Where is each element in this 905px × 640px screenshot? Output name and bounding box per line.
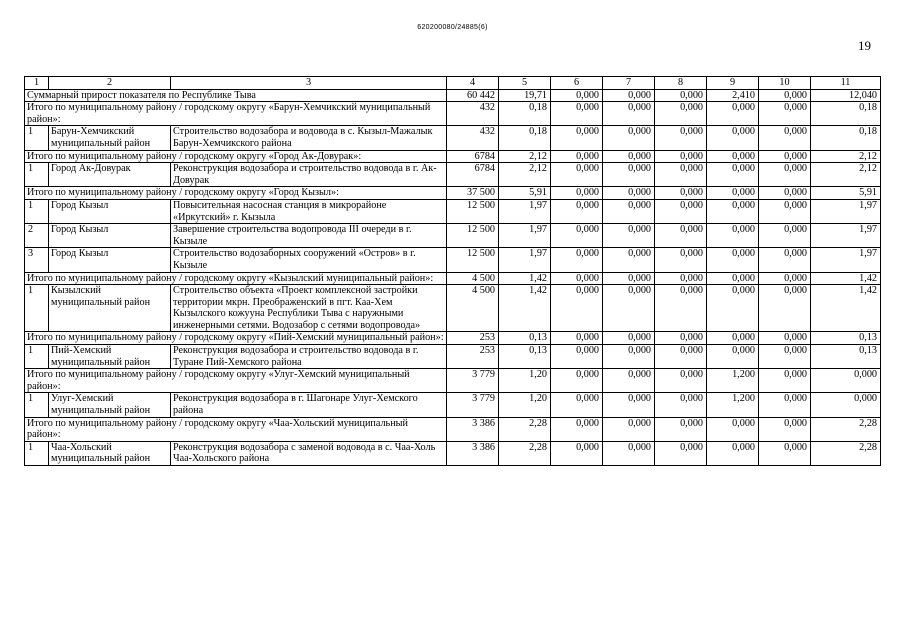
value-cell: 0,000 (603, 187, 655, 200)
value-cell: 253 (447, 345, 499, 369)
data-table (24, 76, 881, 466)
value-cell: 432 (447, 126, 499, 150)
item-number: 1 (25, 285, 49, 332)
column-header: 10 (759, 77, 811, 90)
value-cell: 1,42 (811, 272, 881, 285)
value-cell: 1,42 (499, 285, 551, 332)
value-cell: 0,000 (655, 187, 707, 200)
value-cell: 0,000 (707, 345, 759, 369)
column-header: 2 (49, 77, 171, 90)
value-cell: 2,12 (499, 150, 551, 163)
value-cell: 37 500 (447, 187, 499, 200)
value-cell: 6784 (447, 150, 499, 163)
value-cell: 0,000 (655, 441, 707, 465)
value-cell: 0,000 (759, 369, 811, 393)
value-cell: 0,000 (655, 163, 707, 187)
value-cell: 0,000 (707, 187, 759, 200)
value-cell: 0,000 (707, 332, 759, 345)
value-cell: 0,000 (759, 224, 811, 248)
value-cell: 0,000 (655, 89, 707, 102)
item-row (25, 441, 881, 465)
value-cell: 2,12 (811, 163, 881, 187)
value-cell: 5,91 (811, 187, 881, 200)
value-cell: 2,28 (811, 417, 881, 441)
subtotal-row (25, 369, 881, 393)
value-cell: 0,000 (655, 393, 707, 417)
district-name: Город Ак-Довурак (49, 163, 171, 187)
value-cell: 0,000 (603, 163, 655, 187)
value-cell: 60 442 (447, 89, 499, 102)
district-name: Город Кызыл (49, 199, 171, 223)
item-number: 2 (25, 224, 49, 248)
value-cell: 0,13 (499, 345, 551, 369)
value-cell: 0,000 (655, 150, 707, 163)
value-cell: 6784 (447, 163, 499, 187)
subtotal-label: Итого по муниципальному району / городскому округу «Город Ак-Довурак»: (25, 150, 447, 163)
value-cell: 0,000 (551, 187, 603, 200)
value-cell: 0,000 (655, 417, 707, 441)
district-name: Барун-Хемчикский муниципальный район (49, 126, 171, 150)
value-cell: 12 500 (447, 248, 499, 272)
value-cell: 0,000 (759, 163, 811, 187)
table-body (25, 77, 881, 466)
page-number: 19 (858, 38, 871, 53)
value-cell: 0,000 (551, 126, 603, 150)
value-cell: 0,000 (655, 332, 707, 345)
value-cell: 0,000 (707, 102, 759, 126)
item-number: 1 (25, 199, 49, 223)
value-cell: 0,000 (655, 285, 707, 332)
district-name: Кызылский муниципальный район (49, 285, 171, 332)
value-cell: 0,000 (551, 224, 603, 248)
column-header: 6 (551, 77, 603, 90)
value-cell: 0,000 (759, 248, 811, 272)
item-number: 1 (25, 126, 49, 150)
value-cell: 0,000 (759, 126, 811, 150)
value-cell: 1,20 (499, 369, 551, 393)
value-cell: 1,200 (707, 369, 759, 393)
column-header: 11 (811, 77, 881, 90)
value-cell: 253 (447, 332, 499, 345)
subtotal-row (25, 102, 881, 126)
value-cell: 0,000 (759, 199, 811, 223)
item-row (25, 163, 881, 187)
column-header: 8 (655, 77, 707, 90)
project-description: Реконструкция водозабора и строительство водовода в г. Ак-Довурак (171, 163, 447, 187)
subtotal-row (25, 150, 881, 163)
value-cell: 0,000 (655, 224, 707, 248)
value-cell: 2,410 (707, 89, 759, 102)
value-cell: 0,000 (603, 248, 655, 272)
value-cell: 0,000 (603, 369, 655, 393)
value-cell: 0,18 (811, 126, 881, 150)
value-cell: 0,000 (551, 272, 603, 285)
value-cell: 2,28 (499, 441, 551, 465)
summary-row (25, 89, 881, 102)
value-cell: 0,000 (811, 393, 881, 417)
value-cell: 0,000 (551, 332, 603, 345)
value-cell: 1,97 (499, 224, 551, 248)
item-row (25, 393, 881, 417)
summary-label: Суммарный прирост показателя по Республике Тыва (25, 89, 447, 102)
document-code: 620200080/24885(6) (417, 24, 488, 31)
value-cell: 0,000 (759, 417, 811, 441)
value-cell: 4 500 (447, 285, 499, 332)
value-cell: 1,20 (499, 393, 551, 417)
value-cell: 0,000 (759, 345, 811, 369)
value-cell: 0,000 (603, 441, 655, 465)
column-header: 9 (707, 77, 759, 90)
value-cell: 0,000 (655, 345, 707, 369)
value-cell: 0,18 (499, 126, 551, 150)
value-cell: 1,42 (499, 272, 551, 285)
column-header: 7 (603, 77, 655, 90)
item-row (25, 126, 881, 150)
project-description: Повысительная насосная станция в микрорайоне «Иркутский» г. Кызыла (171, 199, 447, 223)
value-cell: 0,000 (759, 102, 811, 126)
project-description: Завершение строительства водопровода III очереди в г. Кызыле (171, 224, 447, 248)
subtotal-label: Итого по муниципальному району / городскому округу «Город Кызыл»: (25, 187, 447, 200)
value-cell: 0,000 (655, 369, 707, 393)
value-cell: 0,000 (707, 272, 759, 285)
subtotal-row (25, 332, 881, 345)
project-description: Реконструкция водозабора в г. Шагонаре Улуг-Хемского района (171, 393, 447, 417)
subtotal-label: Итого по муниципальному району / городскому округу «Чаа-Хольский муниципальный район»: (25, 417, 447, 441)
value-cell: 12,040 (811, 89, 881, 102)
item-row (25, 248, 881, 272)
item-number: 1 (25, 441, 49, 465)
value-cell: 5,91 (499, 187, 551, 200)
value-cell: 1,97 (811, 199, 881, 223)
value-cell: 0,13 (811, 332, 881, 345)
project-description: Строительство водозаборных сооружений «Остров» в г. Кызыле (171, 248, 447, 272)
district-name: Чаа-Хольский муниципальный район (49, 441, 171, 465)
value-cell: 0,000 (603, 417, 655, 441)
value-cell: 0,000 (707, 199, 759, 223)
value-cell: 0,13 (499, 332, 551, 345)
value-cell: 0,000 (707, 224, 759, 248)
district-name: Улуг-Хемский муниципальный район (49, 393, 171, 417)
value-cell: 0,000 (759, 150, 811, 163)
project-description: Реконструкция водозабора и строительство водовода в г. Туране Пий-Хемского района (171, 345, 447, 369)
item-row (25, 345, 881, 369)
value-cell: 3 386 (447, 417, 499, 441)
subtotal-row (25, 417, 881, 441)
value-cell: 0,000 (759, 89, 811, 102)
subtotal-label: Итого по муниципальному району / городскому округу «Пий-Хемский муниципальный район»: (25, 332, 447, 345)
value-cell: 2,28 (499, 417, 551, 441)
value-cell: 3 386 (447, 441, 499, 465)
item-row (25, 285, 881, 332)
value-cell: 1,200 (707, 393, 759, 417)
value-cell: 0,000 (603, 272, 655, 285)
value-cell: 0,000 (707, 163, 759, 187)
value-cell: 0,000 (603, 285, 655, 332)
value-cell: 12 500 (447, 224, 499, 248)
value-cell: 4 500 (447, 272, 499, 285)
item-row (25, 224, 881, 248)
value-cell: 0,000 (551, 441, 603, 465)
value-cell: 1,97 (811, 248, 881, 272)
value-cell: 0,000 (759, 285, 811, 332)
value-cell: 0,000 (759, 441, 811, 465)
table-header-row (25, 77, 881, 90)
value-cell: 0,18 (811, 102, 881, 126)
subtotal-label: Итого по муниципальному району / городскому округу «Барун-Хемчикский муниципальный район»: (25, 102, 447, 126)
value-cell: 0,000 (603, 89, 655, 102)
value-cell: 432 (447, 102, 499, 126)
subtotal-row (25, 272, 881, 285)
value-cell: 0,000 (707, 126, 759, 150)
subtotal-label: Итого по муниципальному району / городскому округу «Кызылский муниципальный район»: (25, 272, 447, 285)
value-cell: 1,97 (811, 224, 881, 248)
project-description: Строительство объекта «Проект комплексной застройки территории мкрн. Преображенский в пгт. Каа-Хем Кызылского кожууна Республики Тыва с наружными инженерными сетями. Водозабор с сетями водопровода» (171, 285, 447, 332)
district-name: Пий-Хемский муниципальный район (49, 345, 171, 369)
district-name: Город Кызыл (49, 224, 171, 248)
value-cell: 0,000 (603, 393, 655, 417)
value-cell: 0,000 (655, 199, 707, 223)
item-number: 1 (25, 163, 49, 187)
value-cell: 0,000 (707, 150, 759, 163)
column-header: 3 (171, 77, 447, 90)
value-cell: 0,000 (759, 393, 811, 417)
value-cell: 0,000 (603, 345, 655, 369)
value-cell: 3 779 (447, 369, 499, 393)
project-description: Реконструкция водозабора с заменой водовода в с. Чаа-Холь Чаа-Хольского района (171, 441, 447, 465)
value-cell: 0,000 (551, 417, 603, 441)
value-cell: 0,000 (551, 102, 603, 126)
value-cell: 0,000 (551, 150, 603, 163)
value-cell: 0,13 (811, 345, 881, 369)
value-cell: 0,000 (603, 102, 655, 126)
value-cell: 0,000 (759, 332, 811, 345)
value-cell: 0,000 (603, 199, 655, 223)
value-cell: 0,000 (551, 248, 603, 272)
item-number: 3 (25, 248, 49, 272)
value-cell: 0,000 (603, 126, 655, 150)
value-cell: 12 500 (447, 199, 499, 223)
value-cell: 0,000 (707, 285, 759, 332)
value-cell: 0,000 (551, 285, 603, 332)
value-cell: 0,18 (499, 102, 551, 126)
value-cell: 0,000 (551, 163, 603, 187)
value-cell: 0,000 (551, 89, 603, 102)
column-header: 4 (447, 77, 499, 90)
value-cell: 0,000 (551, 369, 603, 393)
value-cell: 19,71 (499, 89, 551, 102)
value-cell: 0,000 (551, 345, 603, 369)
value-cell: 0,000 (551, 393, 603, 417)
district-name: Город Кызыл (49, 248, 171, 272)
subtotal-label: Итого по муниципальному району / городскому округу «Улуг-Хемский муниципальный район»: (25, 369, 447, 393)
value-cell: 2,12 (499, 163, 551, 187)
subtotal-row (25, 187, 881, 200)
value-cell: 0,000 (603, 224, 655, 248)
value-cell: 0,000 (603, 150, 655, 163)
item-row (25, 199, 881, 223)
column-header: 5 (499, 77, 551, 90)
value-cell: 0,000 (603, 332, 655, 345)
value-cell: 0,000 (551, 199, 603, 223)
item-number: 1 (25, 393, 49, 417)
value-cell: 0,000 (655, 272, 707, 285)
value-cell: 2,12 (811, 150, 881, 163)
value-cell: 1,97 (499, 199, 551, 223)
value-cell: 0,000 (811, 369, 881, 393)
value-cell: 0,000 (655, 248, 707, 272)
value-cell: 0,000 (655, 102, 707, 126)
item-number: 1 (25, 345, 49, 369)
value-cell: 2,28 (811, 441, 881, 465)
value-cell: 1,97 (499, 248, 551, 272)
value-cell: 3 779 (447, 393, 499, 417)
value-cell: 0,000 (759, 187, 811, 200)
value-cell: 0,000 (655, 126, 707, 150)
value-cell: 0,000 (707, 441, 759, 465)
project-description: Строительство водозабора и водовода в с. Кызыл-Мажалык Барун-Хемчикского района (171, 126, 447, 150)
value-cell: 0,000 (707, 248, 759, 272)
column-header: 1 (25, 77, 49, 90)
value-cell: 1,42 (811, 285, 881, 332)
value-cell: 0,000 (707, 417, 759, 441)
value-cell: 0,000 (759, 272, 811, 285)
